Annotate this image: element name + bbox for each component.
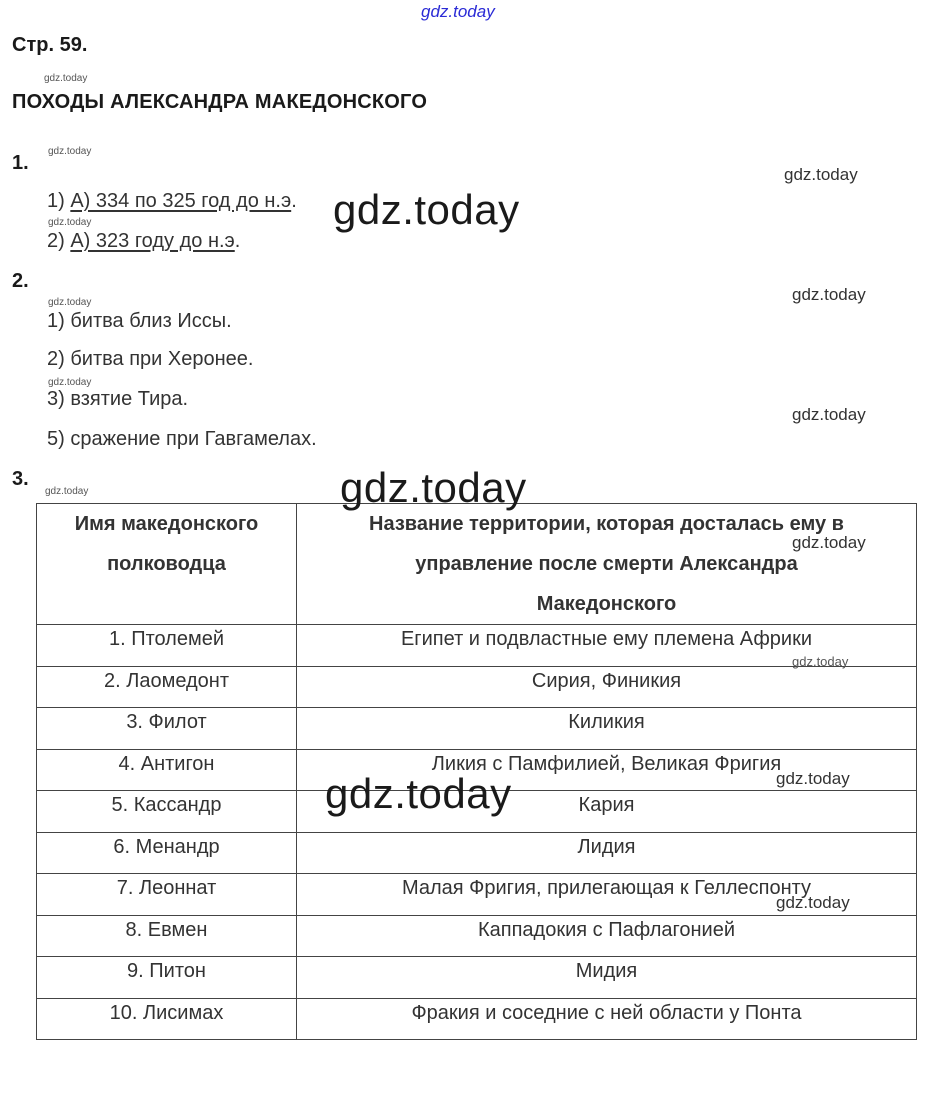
watermark: gdz.today <box>784 165 858 184</box>
general-name-cell: 9. Питон <box>37 957 297 999</box>
territory-cell: Египет и подвластные ему племена Африки <box>297 625 917 667</box>
header-general-name <box>37 504 297 625</box>
header-territory <box>297 504 917 625</box>
question-2-number: 2. <box>12 270 29 292</box>
q1-answer-2-prefix: 2) <box>47 230 71 252</box>
q1-answer-2 <box>47 230 240 253</box>
header-line: полководца <box>107 553 226 575</box>
watermark: gdz.today <box>48 146 92 157</box>
territory-cell: Малая Фригия, прилегающая к Геллеспонту <box>297 874 917 916</box>
watermark-large: gdz.today <box>340 464 527 511</box>
header-line: Македонского <box>536 593 677 615</box>
watermark-top: gdz.today <box>421 2 495 21</box>
table-row <box>37 708 917 750</box>
table-row <box>37 832 917 874</box>
general-name-cell: 1. Птолемей <box>37 625 297 667</box>
general-name-cell: 4. Антигон <box>37 749 297 791</box>
q1-answer-2-choice: А) 323 году до н.э <box>70 230 235 252</box>
q2-item-2: 2) битва при Херонее. <box>47 348 254 370</box>
general-name-cell: 10. Лисимах <box>37 998 297 1040</box>
watermark: gdz.today <box>48 377 92 388</box>
general-name-cell: 7. Леоннат <box>37 874 297 916</box>
table-row <box>37 625 917 667</box>
territory-cell: Каппадокия с Пафлагонией <box>297 915 917 957</box>
q1-answer-2-suffix: . <box>234 230 241 252</box>
watermark: gdz.today <box>792 285 866 304</box>
section-title: ПОХОДЫ АЛЕКСАНДРА МАКЕДОНСКОГО <box>12 91 428 113</box>
watermark: gdz.today <box>48 217 92 228</box>
watermark: gdz.today <box>776 893 850 912</box>
watermark: gdz.today <box>776 769 850 788</box>
q1-answer-1 <box>47 190 297 213</box>
table-row <box>37 666 917 708</box>
watermark: gdz.today <box>48 297 92 308</box>
watermark-large: gdz.today <box>333 186 520 233</box>
territory-cell: Мидия <box>297 957 917 999</box>
general-name-cell: 8. Евмен <box>37 915 297 957</box>
table-row <box>37 957 917 999</box>
q1-answer-1-choice: А) 334 по 325 год до н.э <box>70 190 292 212</box>
q2-item-4: 5) сражение при Гавгамелах. <box>47 428 317 450</box>
general-name-cell: 6. Менандр <box>37 832 297 874</box>
table-header-row <box>37 504 917 625</box>
watermark-large: gdz.today <box>325 770 512 817</box>
territory-cell: Ликия с Памфилией, Великая Фригия <box>297 749 917 791</box>
question-1-number: 1. <box>12 152 29 174</box>
header-line: управление после смерти Александра <box>415 553 798 575</box>
territory-cell: Сирия, Финикия <box>297 666 917 708</box>
question-3-number: 3. <box>12 468 29 490</box>
watermark: gdz.today <box>792 533 866 552</box>
header-line: Имя македонского <box>74 513 259 535</box>
general-name-cell: 3. Филот <box>37 708 297 750</box>
q2-item-1: 1) битва близ Иссы. <box>47 310 232 332</box>
table-row <box>37 998 917 1040</box>
territory-cell: Киликия <box>297 708 917 750</box>
watermark: gdz.today <box>792 654 849 669</box>
watermark: gdz.today <box>45 486 89 497</box>
table-row <box>37 915 917 957</box>
general-name-cell: 2. Лаомедонт <box>37 666 297 708</box>
header-line: Название территории, которая досталась ему в <box>369 513 844 535</box>
q2-item-3: 3) взятие Тира. <box>47 388 189 410</box>
watermark: gdz.today <box>792 405 866 424</box>
territory-cell: Лидия <box>297 832 917 874</box>
q1-answer-1-suffix: . <box>291 190 297 212</box>
watermark: gdz.today <box>44 73 88 84</box>
general-name-cell: 5. Кассандр <box>37 791 297 833</box>
q1-answer-1-prefix: 1) <box>47 190 71 212</box>
territory-cell: Фракия и соседние с ней области у Понта <box>297 998 917 1040</box>
territory-cell: Кария <box>297 791 917 833</box>
page-reference: Стр. 59. <box>12 34 88 56</box>
